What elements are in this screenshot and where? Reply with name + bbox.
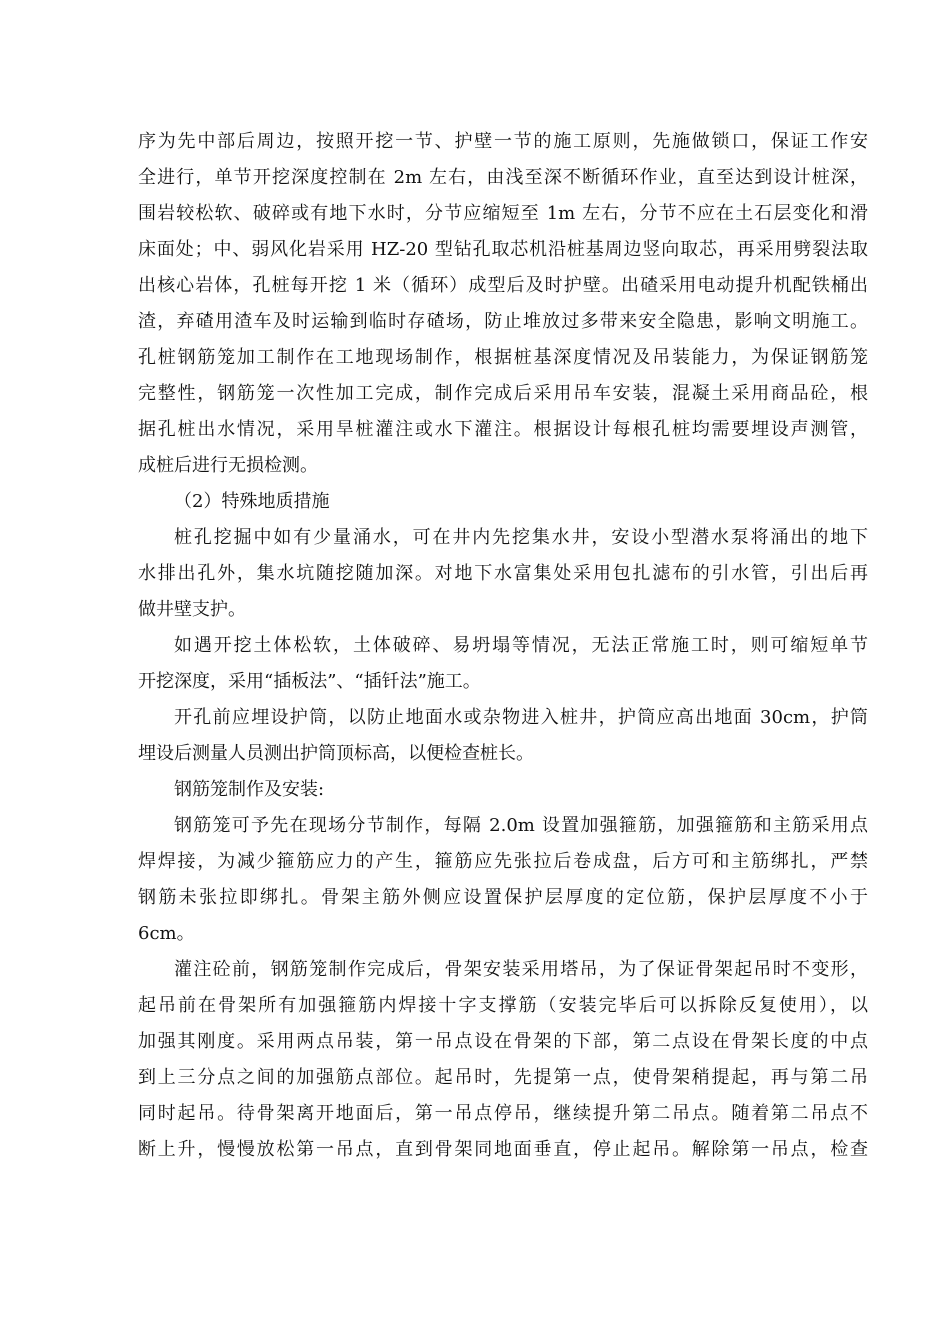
- paragraph-line: 完整性，钢筋笼一次性加工完成，制作完成后采用吊车安装，混凝土采用商品砼，根: [138, 383, 868, 404]
- paragraph-line: 据孔桩出水情况，采用旱桩灌注或水下灌注。根据设计每根孔桩均需要埋设声测管，: [138, 419, 868, 440]
- paragraph-line: 钢筋笼可予先在现场分节制作，每隔 2.0m 设置加强箍筋，加强箍筋和主筋采用点: [174, 815, 868, 836]
- paragraph-line: 焊焊接，为减少箍筋应力的产生，箍筋应先张拉后卷成盘，后方可和主筋绑扎，严禁: [138, 851, 868, 872]
- paragraph-line: 出核心岩体，孔桩每开挖 1 米（循环）成型后及时护壁。出碴采用电动提升机配铁桶出: [138, 275, 868, 296]
- paragraph-line: 全进行，单节开挖深度控制在 2m 左右，由浅至深不断循环作业，直至达到设计桩深，: [138, 167, 868, 188]
- paragraph-line: 加强其刚度。采用两点吊装，第一吊点设在骨架的下部，第二点设在骨架长度的中点: [138, 1031, 868, 1052]
- paragraph-line: 断上升，慢慢放松第一吊点，直到骨架同地面垂直，停止起吊。解除第一吊点，检查: [138, 1139, 868, 1160]
- subsection-heading: 钢筋笼制作及安装:: [174, 779, 325, 800]
- paragraph-line: 床面处；中、弱风化岩采用 HZ-20 型钻孔取芯机沿桩基周边竖向取芯，再采用劈裂法取: [138, 239, 868, 260]
- paragraph-line: 渣，弃碴用渣车及时运输到临时存碴场，防止堆放过多带来安全隐患，影响文明施工。: [138, 311, 868, 332]
- document-body: [138, 124, 868, 1168]
- paragraph-line: 开挖深度，采用“插板法”、“插钎法”施工。: [138, 671, 481, 692]
- paragraph-line: 成桩后进行无损检测。: [138, 455, 318, 476]
- paragraph-line: 孔桩钢筋笼加工制作在工地现场制作，根据桩基深度情况及吊装能力，为保证钢筋笼: [138, 347, 868, 368]
- paragraph-line: 到上三分点之间的加强筋点部位。起吊时，先提第一点，使骨架稍提起，再与第二吊: [138, 1067, 868, 1088]
- paragraph-line: 做井壁支护。: [138, 599, 246, 620]
- paragraph-line: 起吊前在骨架所有加强箍筋内焊接十字支撑筋（安装完毕后可以拆除反复使用），以: [138, 995, 868, 1016]
- paragraph-line: 如遇开挖土体松软，土体破碎、易坍塌等情况，无法正常施工时，则可缩短单节: [174, 635, 868, 656]
- paragraph-line: 围岩较松软、破碎或有地下水时，分节应缩短至 1m 左右，分节不应在土石层变化和滑: [138, 203, 868, 224]
- paragraph-line: 开孔前应埋设护筒，以防止地面水或杂物进入桩井，护筒应高出地面 30cm，护筒: [174, 707, 868, 728]
- paragraph-line: 6cm。: [138, 923, 195, 944]
- paragraph-line: 桩孔挖掘中如有少量涌水，可在井内先挖集水井，安设小型潜水泵将涌出的地下: [174, 527, 868, 548]
- paragraph-line: 同时起吊。待骨架离开地面后，第一吊点停吊，继续提升第二吊点。随着第二吊点不: [138, 1103, 868, 1124]
- paragraph-line: 水排出孔外，集水坑随挖随加深。对地下水富集处采用包扎滤布的引水管，引出后再: [138, 563, 868, 584]
- section-heading: （2）特殊地质措施: [174, 491, 330, 512]
- paragraph-line: 钢筋未张拉即绑扎。骨架主筋外侧应设置保护层厚度的定位筋，保护层厚度不小于: [138, 887, 868, 908]
- paragraph-line: 序为先中部后周边，按照开挖一节、护壁一节的施工原则，先施做锁口，保证工作安: [138, 131, 868, 152]
- paragraph-line: 灌注砼前，钢筋笼制作完成后，骨架安装采用塔吊，为了保证骨架起吊时不变形，: [174, 959, 868, 980]
- paragraph-line: 埋设后测量人员测出护筒顶标高，以便检查桩长。: [138, 743, 534, 764]
